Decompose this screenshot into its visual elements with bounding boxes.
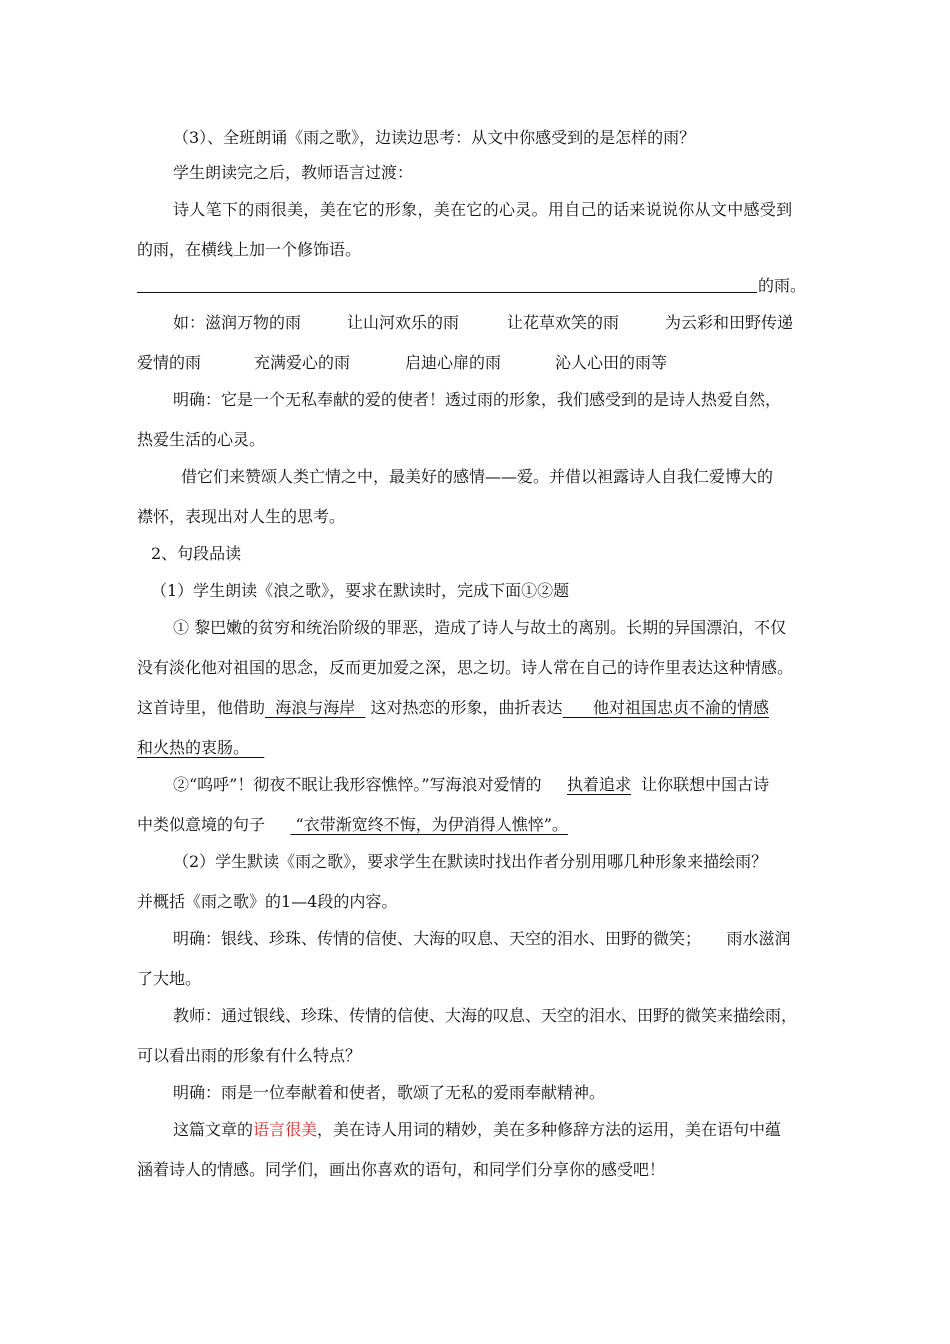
clarify-2-line-1: 借它们来赞颂人类亡情之中，最美好的感情——爱。并借以袒露诗人自我仁爱博大的 [181,467,774,486]
clarify-3-tail: 雨水滋润 [726,929,791,948]
para-1-line-3 [137,698,769,718]
answer-2-tail: 和火热的衷肠。 [137,738,250,757]
answer-blank-line [137,292,757,293]
para-2-line-2-pre: 中类似意境的句子 [137,815,266,834]
transition-line: 学生朗读完之后，教师语言过渡： [173,163,414,182]
para-1-line-4 [137,738,264,758]
highlight-text: 语言很美 [253,1120,318,1139]
blank-suffix: 的雨。 [758,276,807,295]
example-3: 让花草欢笑的雨 [507,313,620,332]
example-2: 让山河欢乐的雨 [347,313,460,332]
para-2-line-2 [137,815,568,835]
clarify-3-text: 明确：银线、珍珠、传情的信使、大海的叹息、天空的泪水、田野的微笑； [173,929,702,948]
answer-2-continued [137,738,264,757]
subsection-2-line-1: （2）学生默读《雨之歌》，要求学生在默读时找出作者分别用哪几种形象来描绘雨？ [173,852,768,871]
answer-1: 海浪与海岸 [275,698,356,717]
answer-underline-1 [265,698,365,717]
clarify-1-line-1: 明确：它是一个无私奉献的爱的使者！透过雨的形象，我们感受到的是诗人热爱自然， [173,390,782,409]
answer-underline-2 [562,698,769,717]
clarify-2-line-2: 襟怀，表现出对人生的思考。 [137,507,346,526]
example-7: 启迪心扉的雨 [405,353,502,372]
answer-3: 执着追求 [566,775,631,794]
para-1-line-3-pre: 这首诗里，他借助 [137,698,266,717]
para-1-line-3-mid: 这对热恋的形象，曲折表达 [370,698,563,717]
clarify-3-line-1 [173,929,790,949]
prompt-line-2: 的雨，在横线上加一个修饰语。 [137,240,362,259]
para-2-line-1 [173,775,769,795]
section-2-heading: 2、句段品读 [151,544,242,563]
example-4: 为云彩和田野传递 [665,313,794,332]
example-5: 爱情的雨 [137,353,202,372]
example-1: 如：滋润万物的雨 [173,313,302,332]
para-1-line-1: ① 黎巴嫩的贫穷和统治阶级的罪恶，造成了诗人与故土的离别。长期的异国漂泊，不仅 [173,618,787,637]
para-1-line-2: 没有淡化他对祖国的思念，反而更加爱之深，思之切。诗人常在自己的诗作里表达这种情感。 [137,658,794,677]
clarify-4: 明确：雨是一位奉献着和使者，歌颂了无私的爱雨奉献精神。 [173,1083,606,1102]
clarify-1-line-2: 热爱生活的心灵。 [137,430,266,449]
final-pre: 这篇文章的 [173,1120,254,1139]
question-3: （3）、全班朗诵《雨之歌》，边读边思考：从文中你感受到的是怎样的雨？ [173,128,696,147]
prompt-line-1: 诗人笔下的雨很美，美在它的形象，美在它的心灵。用自己的话来说说你从文中感受到 [173,200,793,219]
answer-4-text: “衣带渐宽终不悔，为伊消得人憔悴”。 [295,815,568,834]
final-post: ，美在诗人用词的精妙，美在多种修辞方法的运用，美在语句中蕴 [317,1120,782,1139]
answer-4 [290,815,567,834]
para-2-line-1-post: 让你联想中国古诗 [641,775,770,794]
teacher-line-2: 可以看出雨的形象有什么特点？ [137,1046,362,1065]
teacher-line-1: 教师：通过银线、珍珠、传情的信使、大海的叹息、天空的泪水、田野的微笑来描绘雨， [173,1006,798,1025]
final-line-2: 涵着诗人的情感。同学们，画出你喜欢的语句，和同学们分享你的感受吧！ [137,1160,666,1179]
example-6: 充满爱心的雨 [254,353,351,372]
final-line-1 [173,1120,781,1140]
para-2-line-1-pre: ②“呜呼”！彻夜不眠让我形容憔悴。”写海浪对爱情的 [173,775,542,794]
answer-2: 他对祖国忠贞不渝的情感 [593,698,770,717]
subsection-2-line-2: 并概括《雨之歌》的1—4段的内容。 [137,892,398,911]
subsection-1: （1）学生朗读《浪之歌》，要求在默读时，完成下面①②题 [151,581,570,600]
clarify-3-line-2: 了大地。 [137,969,202,988]
example-8: 沁人心田的雨等 [555,353,668,372]
